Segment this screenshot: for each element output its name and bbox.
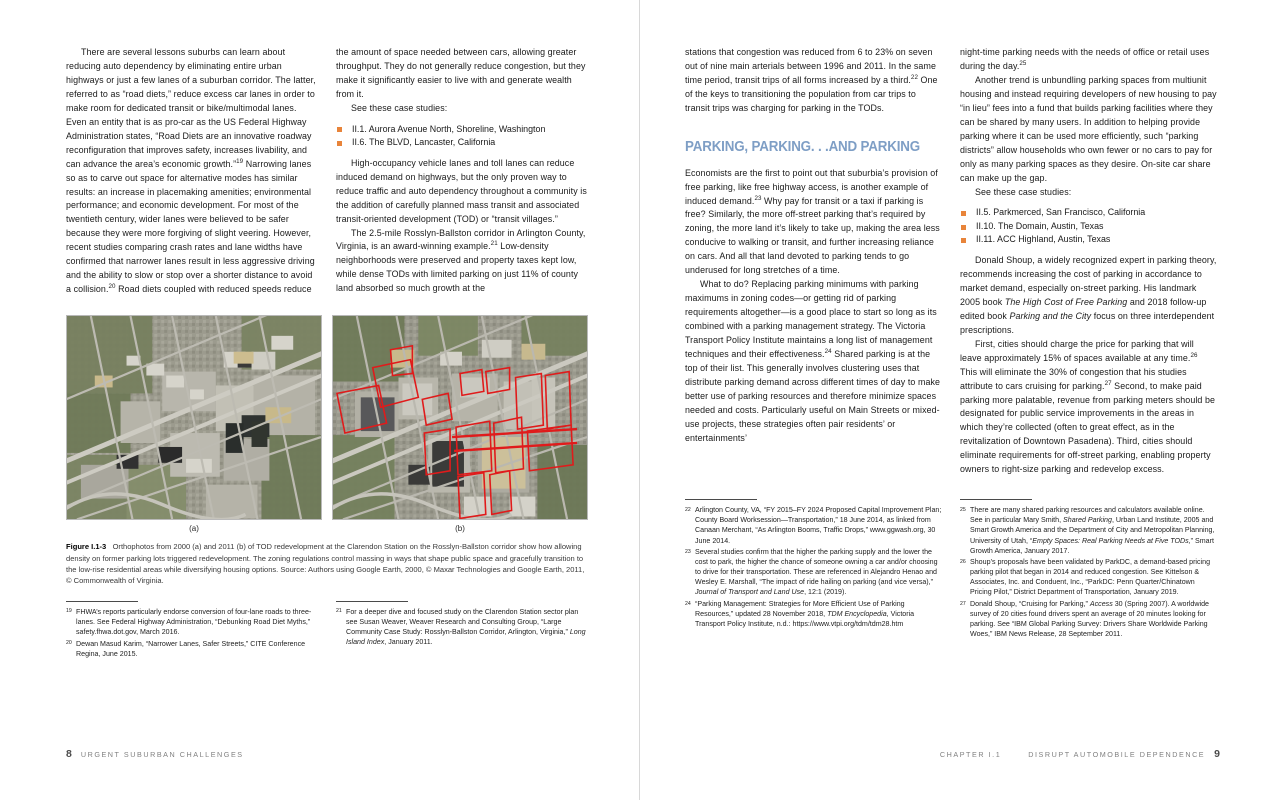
footnote-number: 25 [960,506,966,513]
paragraph-text-cont: Low-density neighborhoods were preserved and property taxes kept low, while dense TODs with limited parking on just 11% of county land absorbed so much growth at the [336,241,579,294]
paragraph-donald-shoup [960,254,1217,338]
footnote-text: “Parking Management: Strategies for More Efficient Use of Parking Resources,” updated 28 November 2018, [695,600,905,619]
footnote-italic: Access [1089,600,1113,609]
footnote-rule [960,499,1032,500]
footnote-text: Donald Shoup, “Cruising for Parking,” [970,600,1090,609]
footnote-text: For a deeper dive and focused study on the Clarendon Station sector plan see Susan Weaver, Weaver Research and Consulting Group, “Large Community Case Study: Rosslyn-Ballston Corridor, Arlington, Virginia,” [346,607,579,636]
footnote-text: Arlington County, VA, “FY 2015–FY 2024 Proposed Capital Improvement Plan; County Board Worksession—Transportation,” 18 June 2014, as linked from Canaan Merchant, “As Arlington Booms, Traffic Drops,” www.ggwash.org, 30 June 2014. [695,506,942,545]
book-title-high-cost: The High Cost of Free Parking [1004,296,1128,307]
footnote-number: 24 [685,600,691,607]
footnote-ref-24[interactable]: 24 [824,348,832,356]
footnote-text: Dewan Masud Karim, “Narrower Lanes, Safer Streets,” CITE Conference Regina, June 2015. [76,639,306,658]
paragraph-text: First, cities should charge the price for parking that will leave approximately 15% of spaces available at any time. [960,338,1194,363]
footnote-rule [336,601,408,602]
footnote-rule [685,499,757,500]
footnote-text-post: , 12:1 (2019). [804,588,847,597]
footnote-number: 22 [685,506,691,513]
footnote-number: 20 [66,640,72,647]
paragraph-text-end: Road diets coupled with reduced speeds reduce [115,284,312,295]
list-item[interactable]: II.1. Aurora Avenue North, Shoreline, Washington [336,123,588,137]
footnote-columns [66,601,588,660]
footnote-20 [66,639,318,659]
paragraph-free-parking [685,167,942,279]
footnote-text-post: ” Smart Growth America, January 2017. [970,536,1214,555]
footnote-italic: Shared Parking [1063,516,1112,525]
footnote-text: Shoup’s proposals have been validated by ParkDC, a demand-based pricing parking pilot that began in 2014 and reduced congestion. See Kittelson & Associates, Inc. and Conduent, Inc., “ParkDC: Penn Quarter/Chinatown Pricing Pilot,” District Department of Transportation, January 2019. [970,558,1211,597]
footnote-number: 27 [960,600,966,607]
orthophoto-2000 [66,315,322,520]
figure-label-a: (a) [189,524,199,534]
paragraph-text-cont: Shared parking is at the top of their list. This generally involves clustering uses that distribute parking demand across different times of day to make better use of parking resources and therefore minimize spaces needed and costs. Particularly useful on Main Streets or mixed-use projects, these strategies often pair residents’ or entertainments’ [685,349,941,443]
footnote-text: There are many shared parking resources and calculators available online. See in particular Mary Smith, [970,506,1205,525]
footnote-25 [960,505,1217,555]
left-column-2 [336,46,588,296]
paragraph-text: There are several lessons suburbs can learn about reducing auto dependency by eliminating entire urban highways or just a few lanes of a suburban corridor. The latter, referred to as “road diets,” reduce excess car lanes in order to make room for dedicated transit or bike/multimodal lanes. Even an entity that is as pro-car as the US Federal Highway Administration states, “Road Diets are an innovative roadway reconfiguration that improves safety, increases livability, and can advance the area’s economic growth.” [66,47,316,169]
paragraph-road-diets [66,46,318,297]
figure-caption-label: Figure I.1-3 [66,542,107,552]
footnote-italic: TDM Encyclopedia [827,610,887,619]
footnote-19 [66,607,318,637]
section-heading-parking: PARKING, PARKING. . .AND PARKING [685,138,920,155]
paragraph-text: stations that congestion was reduced from 6 to 23% on seven out of nine main arterials between 1996 and 2011. In the same time period, transit trips of all forms increased by a third. [685,47,936,85]
paragraph-text: night-time parking needs with the needs of office or retail uses during the day. [960,47,1210,71]
paragraph-text-cont: One of the keys to transitioning the population from car trips to transit trips was charging for parking in the TODs. [685,74,938,113]
paragraph-hov-lanes: High-occupancy vehicle lanes and toll lanes can reduce induced demand on highways, but the only proven way to reduce traffic and auto dependency throughout a community is the addition of carefully planned mass transit and associated transit-oriented development (TOD) or “transit villages.” [336,157,587,224]
footnote-column-2-right [960,499,1217,641]
running-head-right: DISRUPT AUTOMOBILE DEPENDENCE [1028,750,1206,759]
running-head-left: URGENT SUBURBAN CHALLENGES [80,750,244,759]
aerial-photo-2011-graphic [333,316,587,519]
paragraph-throughput: the amount of space needed between cars, allowing greater throughput. They do not generally reduce congestion, but they make it significantly easier to live with and generate wealth from it. [336,47,586,99]
footnote-text-mid: , Urban Land Institute, 2005 and Smart Growth America and the Department of City and Metropolitan Planning, University of Utah, “ [970,516,1215,545]
paragraph-night-time-parking [960,46,1217,74]
figure-caption-text: Orthophotos from 2000 (a) and 2011 (b) of TOD redevelopment at the Clarendon Station on the Rosslyn-Ballston corridor show how allowing density on former parking lots triggered redevelopment. The zoning regulations control massing in ways that shape public space and gracefully transition to the low-rise residential areas while diversifying housing options. Source: Authors using Google Earth, 2000, © Maxar Technologies and Google Earth, 2011, © Commonwealth of Virginia. [66,542,585,586]
paragraph-text-mid: This will eliminate the 30% of congestion that his studies attribute to cars cruising for parking. [960,366,1187,391]
folio-number-left: 8 [66,748,72,760]
paragraph-text: Economists are the first to point out that suburbia’s provision of free parking, like free highway access, is another example of induced demand. [685,167,938,206]
paragraph-text-end: Second, to make paid parking more palatable, revenue from parking meters should be designated for public service improvements in the areas in which they’re collected (often to great effect, as in the revitalization of Downtown Pasadena). Third, cities should eliminate requirements for off-street parking, enabling property owners to right-size parking and redevelop excess. [960,380,1216,475]
paragraph-congestion-reduced [685,46,942,116]
running-head-chapter: CHAPTER I.1 [939,750,1002,759]
case-study-list-left [336,123,588,150]
paragraph-text: What to do? Replacing parking minimums with parking maximums in zoning codes—or getting rid of parking requirements altogether—is a good place to start so long as its combined with a parking management strategy. The Victoria Transport Policy Institute maintains a long list of management techniques and their effectiveness. [685,279,937,359]
left-column-1 [66,46,318,297]
right-page-footnotes [685,499,1220,641]
figure-image-pair [66,315,588,520]
footnote-rule [66,601,138,602]
paragraph-text: Donald Shoup, a widely recognized expert in parking theory, recommends increasing the cost of parking in accordance to market demand, especially on-street parking. His landmark 2005 book [960,254,1217,307]
footnote-italic: Journal of Transport and Land Use [695,588,805,597]
footnote-number: 23 [685,548,691,555]
left-page-columns [66,46,588,297]
footnote-text: FHWA’s reports particularly endorse conversion of four-lane roads to three-lanes. See Federal Highway Administration, “Debunking Road Diet Myths,” safety.fhwa.dot.gov, March 2016. [76,607,312,636]
list-item[interactable]: II.10. The Domain, Austin, Texas [960,220,1217,234]
footnote-number: 26 [960,558,966,565]
footnote-italic: Long Island Index [346,627,586,647]
footnote-italic-2: Empty Spaces: Real Parking Needs at Five TODs, [1032,536,1191,545]
right-column-1 [685,46,942,446]
right-page-footer [940,748,1220,760]
left-page-footer [66,748,244,760]
footnote-27 [960,599,1217,639]
paragraph-text-mid: and 2018 follow-up edited book [960,296,1207,321]
list-item[interactable]: II.11. ACC Highland, Austin, Texas [960,233,1217,247]
footnote-column-2 [336,601,588,649]
footnote-ref-20[interactable]: 20 [108,283,116,291]
book-title-parking-and-city: Parking and the City [1009,310,1092,321]
footnote-26 [960,557,1217,597]
figure-i-1-3 [66,315,588,587]
footnote-number: 19 [66,608,72,615]
footnote-text-post: , Victoria Transport Policy Institute, n.d.: https://www.vtpi.org/tdm/tdm28.htm [695,610,915,629]
left-page-footnotes [66,601,588,660]
footnote-21 [336,607,588,647]
footnote-24 [685,599,942,629]
footnote-text-post: , January 2011. [384,638,433,647]
footnote-ref-26[interactable]: 26 [1190,351,1198,359]
footnote-column-1-right [685,499,942,631]
paragraph-see-case-studies-right: See these case studies: [975,186,1072,197]
footnote-column-1 [66,601,318,660]
paragraph-text-cont: Narrowing lanes so as to carve out space for alternative modes has similar results: an increase in placemaking amenities; environmental performance; and economic development. For most of the twentieth century, wider lanes were believed to be safer because they were more forgiving of slight veering. However, recent studies comparing crash rates and lane widths have confirmed that narrower lanes result in less aggressive driving and the ability to slow or stop over a shorter distance to avoid a collision. [66,158,315,295]
orthophoto-2011 [332,315,588,520]
footnote-ref-23[interactable]: 23 [754,194,762,202]
figure-caption [66,541,589,587]
figure-label-b: (b) [455,524,465,534]
folio-number-right: 9 [1214,748,1220,760]
footnote-23 [685,547,942,597]
list-item[interactable]: II.5. Parkmerced, San Francisco, California [960,206,1217,220]
paragraph-rosslyn-ballston [336,227,588,297]
footnote-ref-27[interactable]: 27 [1104,379,1112,387]
footnote-number: 21 [336,608,342,615]
paragraph-text-cont: Why pay for transit or a taxi if parking is free? Similarly, the more off-street parking that’s required by zoning, the more land it’s likely to take up, making the area less conducive to walking or transit, and further increasing reliance on cars. And all that land devoted to parking tends to go underused for long stretches of a time. [685,195,940,276]
right-column-2 [960,46,1217,477]
footnote-ref-19[interactable]: 19 [236,157,244,165]
list-item[interactable]: II.6. The BLVD, Lancaster, California [336,136,588,150]
footnote-text-post: 30 (Spring 2007). A worldwide survey of 20 cities found drivers spent an average of 20 minutes looking for parking. See “IBM Global Parking Survey: Drivers Share Worldwide Parking Woes,” IBM News Release, 28 September 2011. [970,600,1209,639]
paragraph-what-to-do [685,278,942,445]
footnote-text: Several studies confirm that the higher the parking supply and the lower the cost to park, the higher the chance of someone owning a car and/or choosing to drive for their transportation. These are referenced in Alejandro Henao and Wesley E. Marshall, “The impact of ride hailing on parking (and vice versa),” [695,548,938,587]
paragraph-text-end: focus on three interdependent prescriptions. [960,310,1215,335]
paragraph-unbundling: Another trend is unbundling parking spaces from multiunit housing and instead requiring developers of new housing to pay “in lieu” fees into a fund that builds parking facilities where they can be shared by many users. In addition to helping provide parking where it can be used more efficiently, such “parking districts” allow households who own fewer or no cars to pay for only as many parking spaces as they desire. On-site car share can make up the gap. [960,74,1217,183]
paragraph-see-case-studies: See these case studies: [351,102,448,113]
paragraph-text: The 2.5-mile Rosslyn-Ballston corridor in Arlington County, Virginia, is an award-winning example. [336,227,586,252]
footnote-columns-right [685,499,1220,641]
footnote-ref-21[interactable]: 21 [490,240,498,248]
paragraph-three-prescriptions [960,338,1217,478]
footnote-ref-25[interactable]: 25 [1019,59,1027,67]
figure-sublabels [66,524,588,533]
footnote-ref-22[interactable]: 22 [910,73,918,81]
right-page [640,0,1280,800]
aerial-photo-2000-graphic [67,316,321,519]
right-page-columns [685,46,1220,477]
footnote-22 [685,505,942,545]
case-study-list-right [960,206,1217,247]
